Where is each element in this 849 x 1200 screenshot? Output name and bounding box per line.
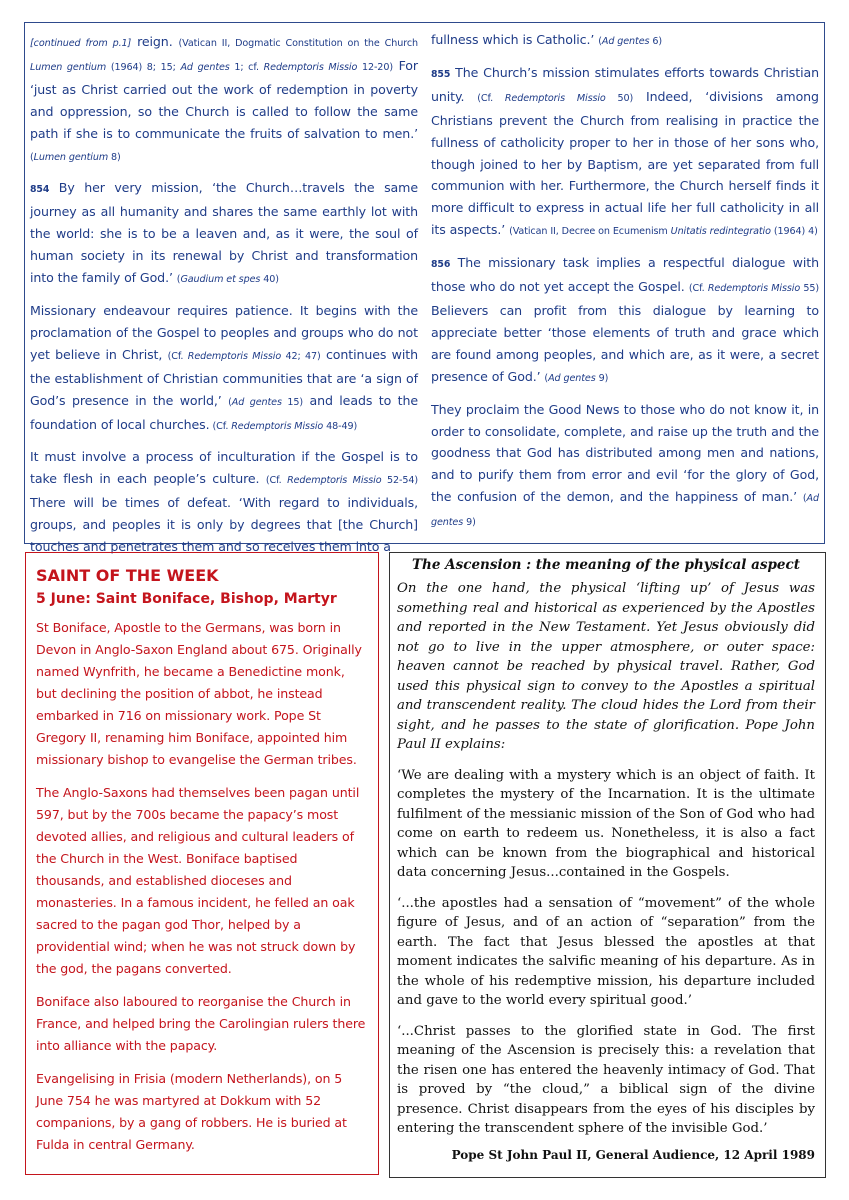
reference: 8) <box>108 151 121 163</box>
paragraph-number: 855 <box>431 68 451 80</box>
paragraph-number: 856 <box>431 259 451 271</box>
reference: ( <box>30 151 34 163</box>
text: reign. <box>131 34 179 49</box>
text: There will be times of defeat. ‘With regard to individuals, groups, and peoples it is only by degrees that [the Church] touches and penetrates them and so receives them into a <box>30 495 418 555</box>
text: Believers can profit from this dialogue by learning to appreciate better ‘those elements of truth and grace which are found among peoples, and which are, as it were, a secret presence of God.’ <box>431 302 819 384</box>
reference: Gaudium et spes <box>180 274 261 286</box>
reference: (1964) 4) <box>770 226 818 238</box>
saint-of-the-week-box <box>25 552 379 1175</box>
reference: ( <box>228 396 232 408</box>
text: The missionary task implies a respectful dialogue with those who do not yet accept the Gospel. <box>431 255 819 295</box>
reference: 52-54) <box>381 475 418 487</box>
reference: 1; cf. <box>229 61 264 73</box>
text: fullness which is Catholic.’ <box>431 32 599 47</box>
ascension-quote: ‘...the apostles had a sensation of “movement” of the whole figure of Jesus, and of an action of “separation” from the earth. The fact that Jesus blessed the apostles at that moment indicates the salvific meaning of his departure. As in the whole of his redemptive mission, his departure included and gave to the world every spiritual good.’ <box>397 895 815 1008</box>
reference: Ad gentes <box>431 493 819 529</box>
reference: ( <box>176 274 181 286</box>
catechism-paragraph <box>431 62 819 243</box>
text: For ‘just as Christ carried out the work of redemption in poverty and oppression, so the Church is called to follow the same path if she is to communicate the fruits of salvation to men.’ <box>30 57 418 141</box>
reference: 40) <box>260 274 279 286</box>
saint-paragraph: The Anglo-Saxons had themselves been pagan until 597, but by the 700s became the papacy’s most devoted allies, and religious and cultural leaders of the Church in the West. Boniface baptised thousands, and established dioceses and monasteries. In a famous incident, he felled an oak sacred to the pagan god Thor, helped by a providential wind; when he was not struck down by the god, the pagans converted. <box>36 785 360 976</box>
reference: (Vatican II, Dogmatic Constitution on the Church <box>178 38 418 49</box>
reference: (Cf. <box>265 475 288 487</box>
saint-paragraph: Boniface also laboured to reorganise the Church in France, and helped bring the Carolingian rulers there into alliance with the papacy. <box>36 994 366 1053</box>
reference: 12-20) <box>357 61 393 73</box>
ascension-quote: ‘We are dealing with a mystery which is an object of faith. It completes the mystery of the Incarnation. It is the ultimate fulfilment of the messianic mission of the Son of God who had come on earth to redeem us. Nonetheless, it is also a fact which can be known from the biographical and historical data concerning Jesus...contained in the Gospels. <box>397 767 815 880</box>
reference: (1964) 8; 15; <box>106 61 181 73</box>
catechism-paragraph <box>431 29 819 53</box>
text: It must involve a process of inculturation if the Gospel is to take flesh in each people’s culture. <box>30 449 418 487</box>
reference: (Vatican II, Decree on Ecumenism <box>509 226 671 238</box>
reference: 42; 47) <box>281 350 321 362</box>
continued-note: [continued from p.1] <box>30 38 132 49</box>
ascension-source: Pope St John Paul II, General Audience, 12 April 1989 <box>451 1147 815 1162</box>
ascension-quote: ‘...Christ passes to the glorified state in God. The first meaning of the Ascension is precisely this: a revelation that the risen one has entered the heavenly intimacy of God. That is proved by “the cloud,” a biblical sign of the divine presence. Christ disappears from the eyes of his disciples by entering the transcendent sphere of the invisible God.’ <box>397 1023 815 1136</box>
text: Indeed, ‘divisions among Christians prevent the Church from realising in practice the fullness of catholicity proper to her in those of her sons who, though joined to her by Baptism, are yet separated from full communion with her. Furthermore, the Church herself finds it more difficult to express in actual life her full catholicity in all its aspects.’ <box>431 88 819 238</box>
text: By her very mission, ‘the Church…travels the same journey as all humanity and shares the same earthly lot with the world: she is to be a leaven and, as it were, the soul of human society in its renewal by Christ and transformation into the family of God.’ <box>30 180 418 286</box>
catechism-right-column <box>431 29 819 543</box>
reference: 48-49) <box>323 420 358 432</box>
saint-heading: SAINT OF THE WEEK <box>36 566 219 585</box>
reference: Redemptoris Missio <box>287 475 382 487</box>
reference: (Cf. <box>167 350 188 362</box>
catechism-paragraph <box>431 399 819 534</box>
paragraph-number: 854 <box>30 184 50 196</box>
reference: Redemptoris Missio <box>187 350 282 362</box>
text: Missionary endeavour requires patience. It begins with the proclamation of the Gospel to peoples and groups who do not yet believe in Christ, <box>30 302 418 362</box>
reference: Lumen gentium <box>30 61 107 73</box>
reference: 55) <box>800 283 819 295</box>
reference: Ad gentes <box>180 61 230 73</box>
reference: 15) <box>281 396 304 408</box>
reference: ( <box>802 493 807 505</box>
reference: Unitatis redintegratio <box>670 226 771 238</box>
catechism-paragraph <box>30 177 418 291</box>
reference: (Cf. <box>477 92 505 104</box>
catechism-paragraph <box>431 252 819 389</box>
saint-subheading: 5 June: Saint Boniface, Bishop, Martyr <box>36 591 337 607</box>
reference: Redemptoris Missio <box>504 92 606 104</box>
text: They proclaim the Good News to those who do not know it, in order to consolidate, complete, and raise up the truth and the goodness that God has distributed among men and nations, and to purify them from error and evil ‘for the glory of God, the confusion of the demon, and the happiness of man.’ <box>431 401 819 505</box>
saint-paragraph: St Boniface, Apostle to the Germans, was born in Devon in Anglo-Saxon England about 675. Originally named Wynfrith, he became a Benedictine monk, but declining the position of abbot, he instead embarked in 716 on missionary work. Pope St Gregory II, renaming him Boniface, appointed him missionary bishop to evangelise the German tribes. <box>36 620 362 767</box>
reference: ( <box>598 36 602 47</box>
catechism-box <box>24 22 825 555</box>
text: and leads to the foundation of local churches. <box>30 392 418 432</box>
reference: 9) <box>595 372 609 384</box>
reference: Redemptoris Missio <box>263 61 358 73</box>
catechism-paragraph <box>30 446 418 558</box>
reference: Ad gentes <box>601 36 650 47</box>
text: The Church’s mission stimulates efforts towards Christian unity. <box>431 64 819 104</box>
reference: Redemptoris Missio <box>231 420 324 432</box>
ascension-box <box>389 552 826 1178</box>
reference: 50) <box>605 92 634 104</box>
ascension-intro: On the one hand, the physical ‘lifting up’ of Jesus was something real and historical as experienced by the Apostles and reported in the New Testament. Yet Jesus obviously did not go to live in the upper atmosphere, or outer space: heaven cannot be reached by physical travel. Rather, God used this physical sign to convey to the Apostles a spiritual and transcendent reality. The cloud hides the Lord from their sight, and he passes to the state of glorification. Pope John Paul II explains: <box>397 581 815 752</box>
text: continues with the establishment of Christian communities that are ‘a sign of God’s presence in the world,’ <box>30 346 418 408</box>
saint-paragraph: Evangelising in Frisia (modern Netherlands), on 5 June 754 he was martyred at Dokkum with 52 companions, by a gang of robbers. He is buried at Fulda in central Germany. <box>36 1071 347 1152</box>
reference: (Cf. <box>209 420 232 432</box>
reference: Ad gentes <box>548 372 596 384</box>
reference: Redemptoris Missio <box>707 283 801 295</box>
reference: (Cf. <box>688 283 708 295</box>
reference: Ad gentes <box>231 396 282 408</box>
ascension-title: The Ascension : the meaning of the physical aspect <box>412 557 800 573</box>
reference: ( <box>544 372 549 384</box>
catechism-left-column <box>30 31 418 567</box>
catechism-paragraph <box>30 300 418 437</box>
reference: 9) <box>463 517 476 529</box>
catechism-paragraph <box>30 31 418 168</box>
reference: Lumen gentium <box>33 151 109 163</box>
reference: 6) <box>649 36 663 47</box>
